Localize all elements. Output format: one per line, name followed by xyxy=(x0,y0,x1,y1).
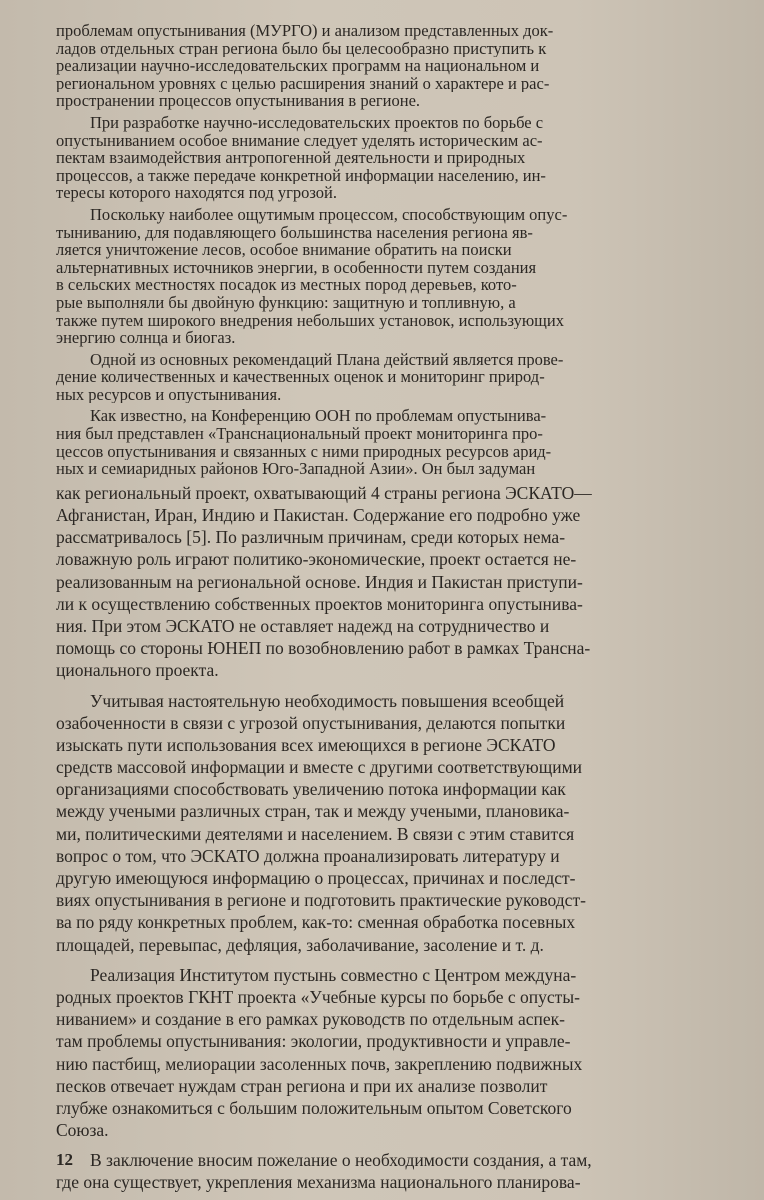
body-text xyxy=(56,22,728,1194)
text-line: вопрос о том, что ЭСКАТО должна проанализировать литературу и xyxy=(56,845,560,866)
text-line: опустыниванием особое внимание следует уделять историческим ас- xyxy=(56,131,543,150)
text-line: цессов опустынивания и связанных с ними природных ресурсов арид- xyxy=(56,442,552,461)
text-line: ния был представлен «Транснациональный проект мониторинга про- xyxy=(56,425,543,443)
text-line: проблемам опустынивания (МУРГО) и анализом представленных док- xyxy=(56,22,554,40)
paragraph xyxy=(56,690,728,956)
paragraph xyxy=(56,22,728,110)
paragraph xyxy=(56,482,728,682)
paragraph-gap xyxy=(56,956,728,964)
text-line: где она существует, укрепления механизма национального планирова- xyxy=(56,1172,581,1193)
text-line: Поскольку наиболее ощутимым процессом, способствующим опус- xyxy=(90,205,568,224)
text-line: Одной из основных рекомендаций Плана действий является прове- xyxy=(90,350,564,369)
text-line: дение количественных и качественных оценок и мониторинг природ- xyxy=(56,368,545,386)
page-number: 12 xyxy=(56,1150,73,1169)
text-line: реализации научно-исследовательских программ на национальном и xyxy=(56,57,540,75)
text-line: региональном уровнях с целью расширения знаний о характере и рас- xyxy=(56,74,550,93)
text-line: пространении процессов опустынивания в регионе. xyxy=(56,92,421,110)
paragraph xyxy=(56,114,728,202)
text-line: рассматривалось [5]. По различным причинам, среди которых нема- xyxy=(56,527,566,548)
paragraph xyxy=(56,1149,728,1193)
text-line: нию пастбищ, мелиорации засоленных почв, закреплению подвижных xyxy=(56,1053,583,1074)
text-line: другую имеющуюся информацию о процессах, причинах и последст- xyxy=(56,868,576,889)
text-line: рые выполняли бы двойную функцию: защитную и топливную, а xyxy=(56,293,516,312)
text-line: ниванием» и создание в его рамках руководств по отдельным аспек- xyxy=(56,1009,565,1030)
text-line: как региональный проект, охватывающий 4 страны региона ЭСКАТО— xyxy=(56,482,592,503)
paragraph-gap xyxy=(56,1141,728,1149)
text-line: В заключение вносим пожелание о необходимости создания, а там, xyxy=(90,1150,592,1171)
text-line: ных и семиаридных районов Юго-Западной Азии». Он был задуман xyxy=(56,460,536,478)
text-line: организациями способствовать увеличению потока информации как xyxy=(56,779,566,800)
paragraph xyxy=(56,351,728,404)
paragraph xyxy=(56,964,728,1142)
text-line: в сельских местностях посадок из местных пород деревьев, кото- xyxy=(56,276,517,294)
text-line: ловажную роль играют политико-экономические, проект остается не- xyxy=(56,549,577,570)
text-line: ми, политическими деятелями и населением. В связи с этим ставится xyxy=(56,823,575,844)
text-line: ли к осуществлению собственных проектов мониторинга опустынива- xyxy=(56,593,583,614)
text-line: также путем широкого внедрения небольших установок, использующих xyxy=(56,311,564,330)
text-line: между учеными различных стран, так и между учеными, плановика- xyxy=(56,801,570,822)
text-line: тересы которого находятся под угрозой. xyxy=(56,184,337,202)
text-line: родных проектов ГКНТ проекта «Учебные курсы по борьбе с опусты- xyxy=(56,986,580,1007)
paragraph xyxy=(56,206,728,347)
text-line: Как известно, на Конференцию ООН по проблемам опустынива- xyxy=(90,407,547,426)
text-line: альтернативных источников энергии, в особенности путем создания xyxy=(56,258,537,277)
text-line: реализованным на региональной основе. Индия и Пакистан приступи- xyxy=(56,571,583,592)
text-line: ных ресурсов и опустынивания. xyxy=(56,385,282,404)
text-line: озабоченности в связи с угрозой опустынивания, делаются попытки xyxy=(56,712,566,733)
text-line: ва по ряду конкретных проблем, как-то: сменная обработка посевных xyxy=(56,912,576,933)
text-line: процессов, а также передаче конкретной информации населению, ин- xyxy=(56,166,546,185)
text-line: Учитывая настоятельную необходимость повышения всеобщей xyxy=(90,690,565,711)
text-line: изыскать пути использования всех имеющихся в регионе ЭСКАТО xyxy=(56,734,556,755)
text-line: песков отвечает нуждам стран региона и при их анализе позволит xyxy=(56,1075,548,1096)
text-line: При разработке научно-исследовательских проектов по борьбе с xyxy=(90,113,544,132)
text-line: глубже ознакомиться с большим положительным опытом Советского xyxy=(56,1097,572,1118)
text-line: ционального проекта. xyxy=(56,660,219,681)
text-line: Афганистан, Иран, Индию и Пакистан. Содержание его подробно уже xyxy=(56,505,581,526)
text-line: Реализация Институтом пустынь совместно с Центром междуна- xyxy=(90,964,577,985)
text-line: ния. При этом ЭСКАТО не оставляет надежд на сотрудничество и xyxy=(56,615,550,636)
text-line: Союза. xyxy=(56,1120,109,1141)
text-line: там проблемы опустынивания: экологии, продуктивности и управле- xyxy=(56,1031,571,1052)
text-line: энергию солнца и биогаз. xyxy=(56,329,236,347)
text-line: пектам взаимодействия антропогенной деятельности и природных xyxy=(56,149,526,167)
text-line: средств массовой информации и вместе с другими соответствующими xyxy=(56,757,583,778)
text-line: виях опустынивания в регионе и подготовить практические руководст- xyxy=(56,890,586,911)
text-line: помощь со стороны ЮНЕП по возобновлению работ в рамках Трансна- xyxy=(56,638,591,659)
paragraph-gap xyxy=(56,682,728,690)
text-line: ладов отдельных стран региона было бы целесообразно приступить к xyxy=(56,39,547,58)
text-line: площадей, перевыпас, дефляция, заболачивание, засоление и т. д. xyxy=(56,934,544,955)
text-line: тыниванию, для подавляющего большинства населения региона яв- xyxy=(56,223,533,242)
paragraph xyxy=(56,407,728,477)
text-line: ляется уничтожение лесов, особое внимание обратить на поиски xyxy=(56,241,512,259)
